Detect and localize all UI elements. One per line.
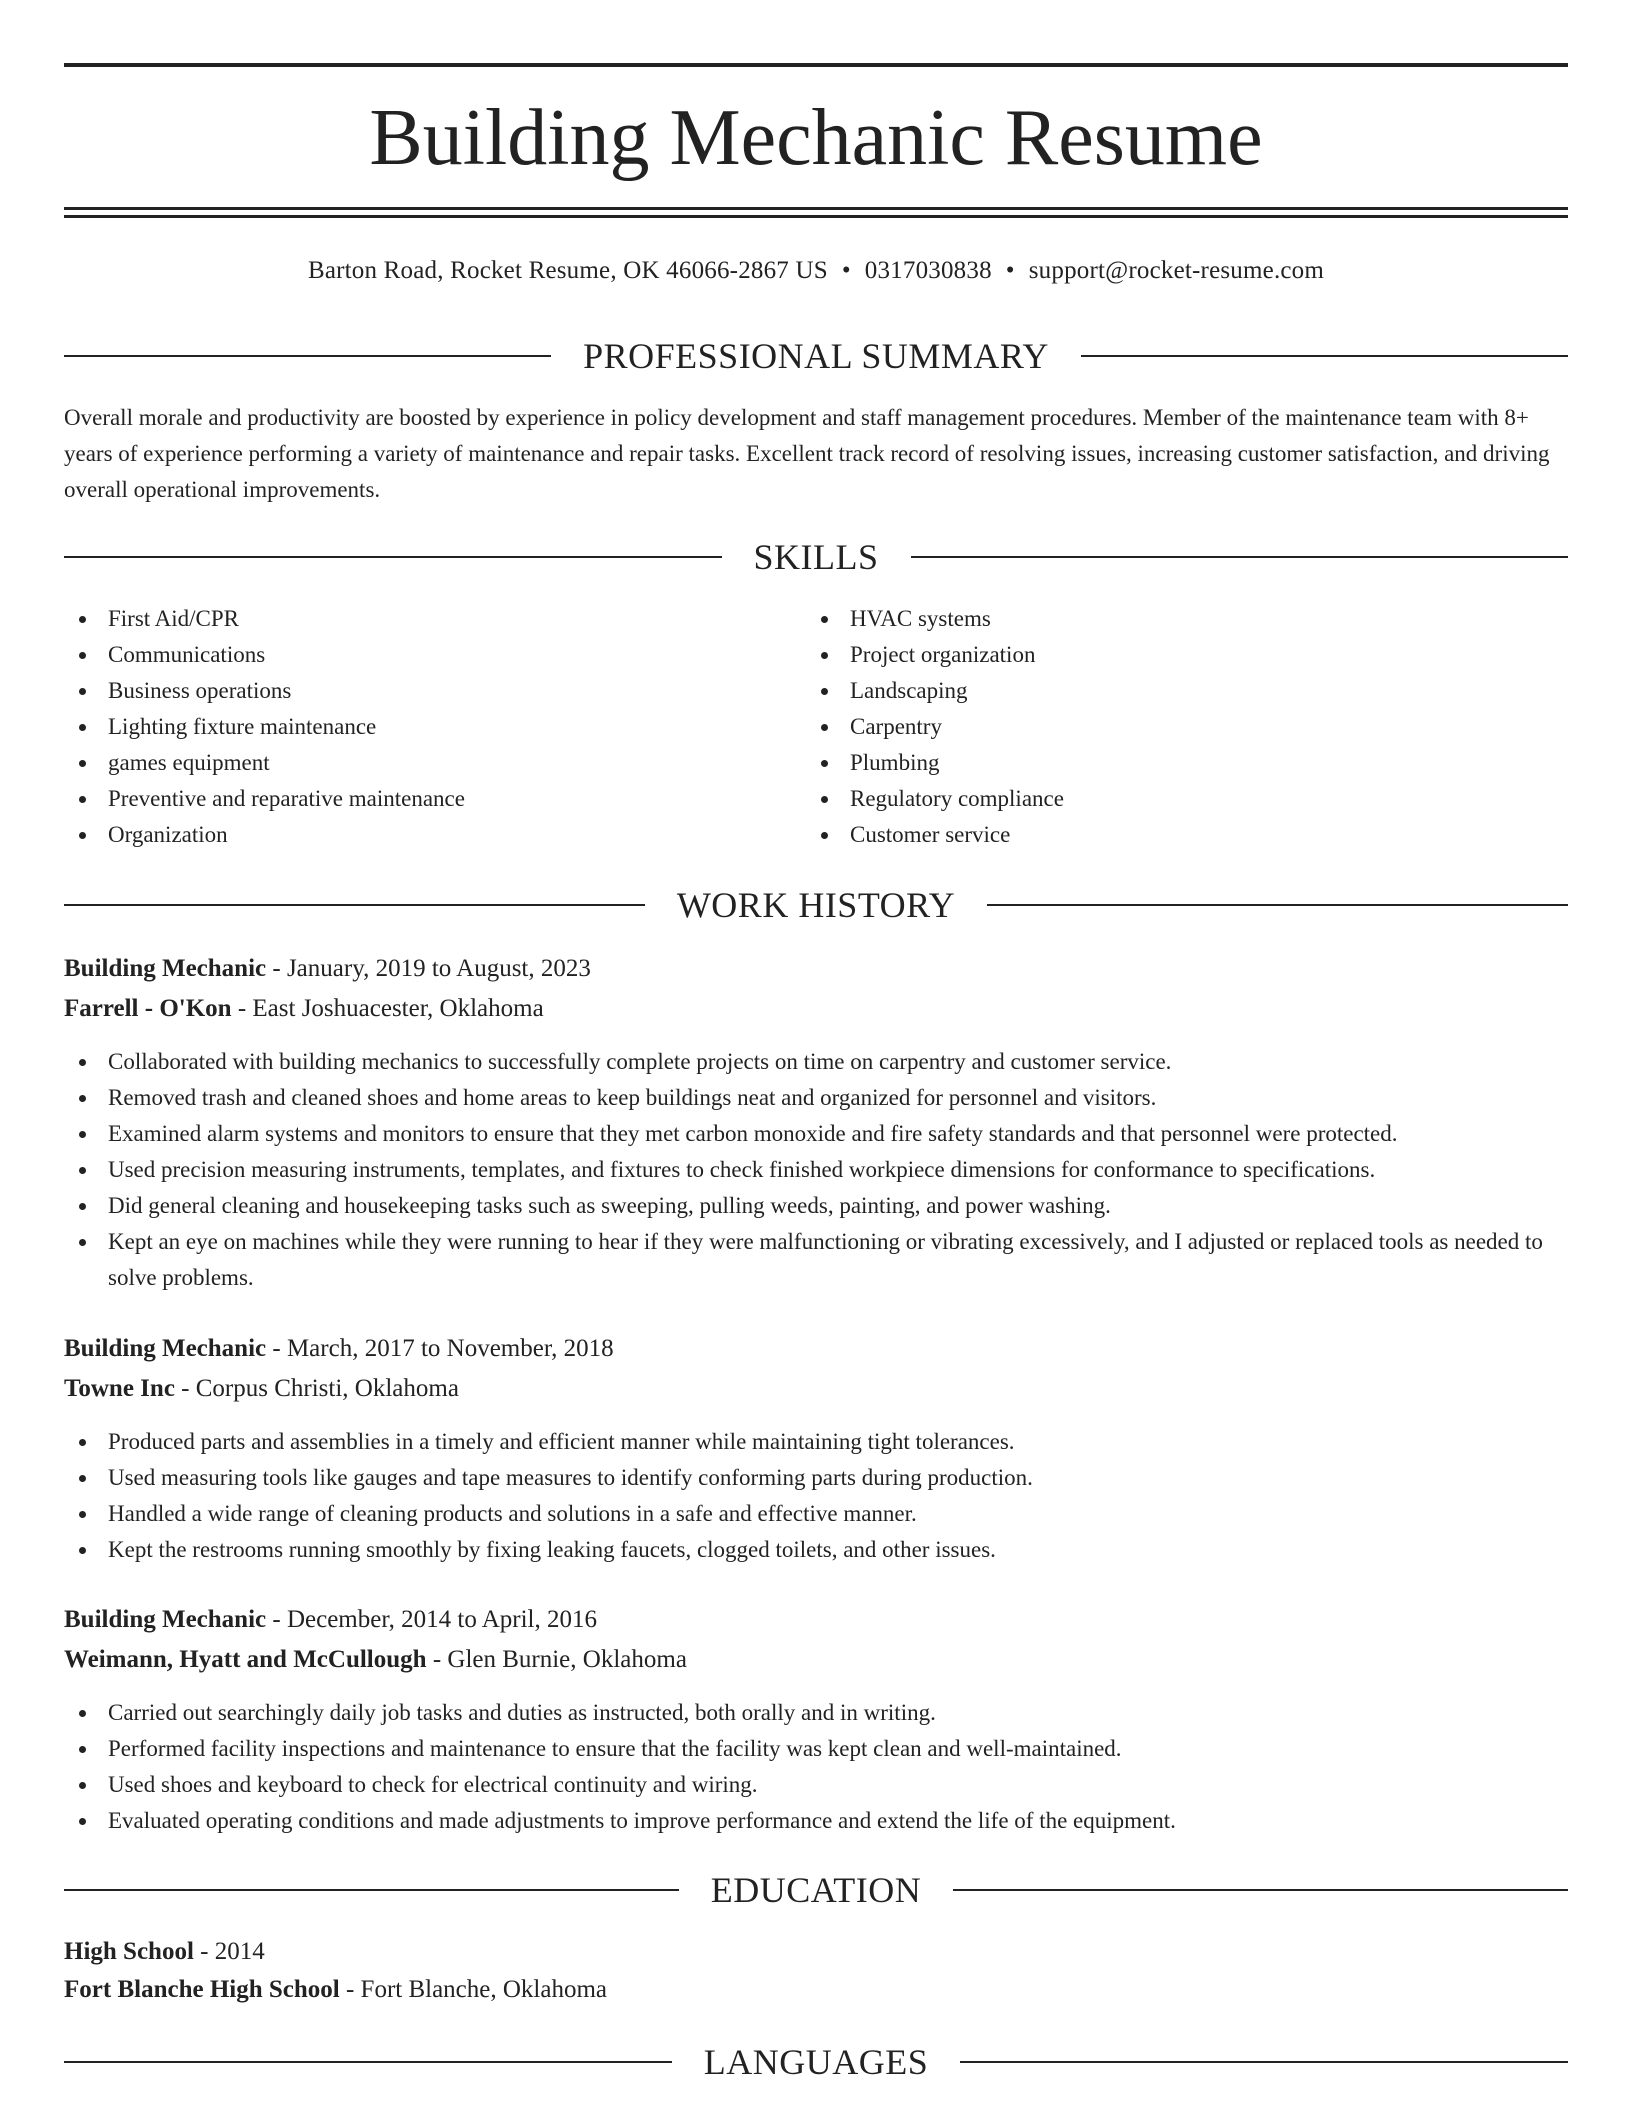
job-title-line xyxy=(64,1600,1568,1640)
title-rule-upper xyxy=(64,207,1568,210)
skill-item: Communications xyxy=(64,637,764,673)
job-duty: Produced parts and assemblies in a timely and efficient manner while maintaining tight tolerances. xyxy=(64,1424,1568,1460)
job-duties xyxy=(64,1044,1568,1296)
job-duty: Used shoes and keyboard to check for electrical continuity and wiring. xyxy=(64,1767,1568,1803)
section-header-education xyxy=(64,1866,1568,1914)
section-rule xyxy=(1081,355,1568,357)
section-rule xyxy=(64,2061,672,2063)
job-dates: - December, 2014 to April, 2016 xyxy=(266,1606,597,1633)
skill-item: Carpentry xyxy=(806,709,1506,745)
skill-item: First Aid/CPR xyxy=(64,601,764,637)
section-title: SKILLS xyxy=(753,537,879,577)
job-duty: Used precision measuring instruments, templates, and fixtures to check finished workpiece dimensions for conformance to specifications. xyxy=(64,1152,1568,1188)
section-header-languages xyxy=(64,2038,1568,2086)
job-duty: Kept an eye on machines while they were running to hear if they were malfunctioning or vibrating excessively, and I adjusted or replaced tools as needed to solve problems. xyxy=(64,1224,1568,1296)
section-header-summary xyxy=(64,332,1568,380)
contact-line xyxy=(64,252,1568,290)
job-dates: - March, 2017 to November, 2018 xyxy=(266,1335,614,1362)
job-duties xyxy=(64,1695,1568,1839)
job-duty: Did general cleaning and housekeeping tasks such as sweeping, pulling weeds, painting, and power washing. xyxy=(64,1188,1568,1224)
job-title-line xyxy=(64,1329,1568,1369)
job-duty: Kept the restrooms running smoothly by fixing leaking faucets, clogged toilets, and other issues. xyxy=(64,1532,1568,1568)
contact-email: support@rocket-resume.com xyxy=(1028,257,1325,284)
skill-item: Landscaping xyxy=(806,673,1506,709)
job-title: Building Mechanic xyxy=(64,955,267,982)
job-duty: Collaborated with building mechanics to successfully complete projects on time on carpentry and customer service. xyxy=(64,1044,1568,1080)
skill-item: Preventive and reparative maintenance xyxy=(64,781,764,817)
education-year: - 2014 xyxy=(193,1938,265,1965)
section-rule xyxy=(64,556,722,558)
section-title: EDUCATION xyxy=(710,1870,922,1910)
top-rule xyxy=(64,63,1568,67)
job-duty: Carried out searchingly daily job tasks and duties as instructed, both orally and in writing. xyxy=(64,1695,1568,1731)
contact-separator: • xyxy=(1005,257,1015,284)
education-school-line xyxy=(64,1970,1568,2010)
section-title: PROFESSIONAL SUMMARY xyxy=(583,336,1049,376)
job-title: Building Mechanic xyxy=(64,1335,267,1362)
education-school: Fort Blanche High School xyxy=(64,1976,340,2003)
job-location: - East Joshuacester, Oklahoma xyxy=(231,995,544,1022)
job-duty: Removed trash and cleaned shoes and home areas to keep buildings neat and organized for personnel and visitors. xyxy=(64,1080,1568,1116)
education-degree-line xyxy=(64,1932,1568,1972)
summary-text: Overall morale and productivity are boosted by experience in policy development and staff management procedures. Member of the maintenance team with 8+ years of experience performing a variety of maintenance and repair tasks. Excellent track record of resolving issues, increasing customer satisfaction, and driving overall operational improvements. xyxy=(64,405,1550,502)
skill-item: Lighting fixture maintenance xyxy=(64,709,764,745)
job-duty: Examined alarm systems and monitors to ensure that they met carbon monoxide and fire safety standards and that personnel were protected. xyxy=(64,1116,1568,1152)
section-header-work xyxy=(64,881,1568,929)
skill-item: games equipment xyxy=(64,745,764,781)
job-company-line xyxy=(64,1369,1568,1409)
job-company-line xyxy=(64,989,1568,1029)
section-rule xyxy=(960,2061,1568,2063)
section-header-skills xyxy=(64,533,1568,581)
skill-item: Customer service xyxy=(806,817,1506,853)
section-rule xyxy=(64,355,551,357)
job-location: - Corpus Christi, Oklahoma xyxy=(174,1375,459,1402)
job-location: - Glen Burnie, Oklahoma xyxy=(426,1646,687,1673)
section-rule xyxy=(64,1889,679,1891)
job-duty: Used measuring tools like gauges and tape measures to identify conforming parts during production. xyxy=(64,1460,1568,1496)
job-company: Weimann, Hyatt and McCullough xyxy=(64,1646,427,1673)
title-rule-lower xyxy=(64,215,1568,218)
section-rule xyxy=(987,904,1568,906)
skill-item: HVAC systems xyxy=(806,601,1506,637)
job-duty: Evaluated operating conditions and made adjustments to improve performance and extend the life of the equipment. xyxy=(64,1803,1568,1839)
skill-item: Regulatory compliance xyxy=(806,781,1506,817)
job-title-line xyxy=(64,949,1568,989)
skills-column-left xyxy=(64,601,764,853)
section-rule xyxy=(64,904,645,906)
section-title: LANGUAGES xyxy=(703,2042,929,2082)
section-rule xyxy=(911,556,1569,558)
contact-separator: • xyxy=(841,257,851,284)
job-company: Farrell - O'Kon xyxy=(64,995,232,1022)
job-title: Building Mechanic xyxy=(64,1606,267,1633)
resume-title: Building Mechanic Resume xyxy=(369,94,1263,182)
skill-item: Business operations xyxy=(64,673,764,709)
skill-item: Organization xyxy=(64,817,764,853)
education-degree: High School xyxy=(64,1938,194,1965)
contact-phone: 0317030838 xyxy=(864,257,992,284)
contact-address: Barton Road, Rocket Resume, OK 46066-2867 US xyxy=(307,257,828,284)
job-company-line xyxy=(64,1640,1568,1680)
skills-column-right xyxy=(806,601,1506,853)
skill-item: Project organization xyxy=(806,637,1506,673)
section-title: WORK HISTORY xyxy=(676,885,956,925)
job-duty: Performed facility inspections and maintenance to ensure that the facility was kept clean and well-maintained. xyxy=(64,1731,1568,1767)
skill-item: Plumbing xyxy=(806,745,1506,781)
education-location: - Fort Blanche, Oklahoma xyxy=(339,1976,608,2003)
section-rule xyxy=(953,1889,1568,1891)
job-duty: Handled a wide range of cleaning products and solutions in a safe and effective manner. xyxy=(64,1496,1568,1532)
job-dates: - January, 2019 to August, 2023 xyxy=(266,955,591,982)
job-duties xyxy=(64,1424,1568,1568)
job-company: Towne Inc xyxy=(64,1375,175,1402)
